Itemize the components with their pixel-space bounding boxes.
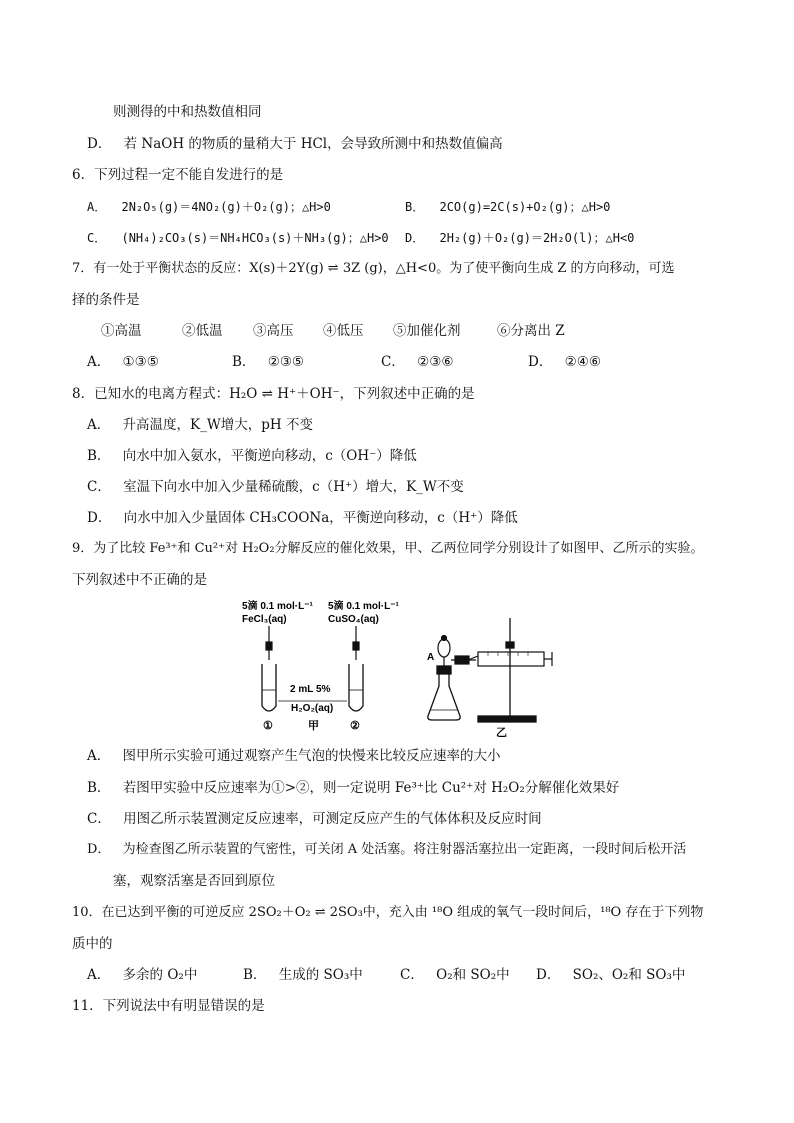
q7-option-d <box>528 353 601 371</box>
q7-condition: ④低压 <box>323 323 364 339</box>
tube-1-label: ① <box>263 720 273 732</box>
q9-option-d-continuation: 塞，观察活塞是否回到原位 <box>113 873 275 889</box>
option-text: 若 NaOH 的物质的量稍大于 HCl，会导致所测中和热数值偏高 <box>123 136 503 152</box>
valve-a-label: A <box>427 652 435 663</box>
iron-stand-icon <box>478 618 536 722</box>
option-letter: D． <box>87 136 112 152</box>
q7-condition: ⑥分离出 Z <box>497 323 565 339</box>
q5-continuation: 则测得的中和热数值相同 <box>113 104 262 120</box>
q7-option-c <box>381 353 453 371</box>
option-text: ②③⑤ <box>267 354 305 370</box>
q6-option-d <box>405 229 634 247</box>
conical-flask-icon <box>428 666 460 720</box>
test-tube-icon <box>262 664 276 711</box>
option-letter: A． <box>87 748 111 764</box>
q7-stem-line2: 择的条件是 <box>72 292 140 308</box>
separatory-funnel-icon <box>438 636 450 669</box>
option-letter: B． <box>232 354 256 370</box>
q8-option-b <box>87 447 417 465</box>
option-letter: B． <box>243 967 267 983</box>
option-letter: D． <box>536 967 561 983</box>
q7-condition: ⑤加催化剂 <box>393 323 461 339</box>
figure-jia-label: 甲 <box>308 720 319 732</box>
q9-stem-line2: 下列叙述中不正确的是 <box>72 572 207 588</box>
q8-option-d <box>87 509 518 527</box>
option-letter: A． <box>87 200 107 214</box>
option-text: 多余的 O₂中 <box>122 967 198 983</box>
q6-option-c <box>87 229 389 247</box>
option-text: 2H₂(g)＋O₂(g)＝2H₂O(l)；△H<0 <box>439 231 635 245</box>
option-letter: C． <box>87 231 107 245</box>
option-text: 为检查图乙所示装置的气密性，可关闭 A 处活塞。将注射器活塞拉出一定距离，一段时间后松开活 <box>122 842 687 857</box>
q6-option-a <box>87 198 331 216</box>
q6-option-b <box>405 198 610 216</box>
option-text: 用图乙所示装置测定反应速率，可测定反应产生的气体体积及反应时间 <box>123 811 542 827</box>
q11-stem: 11．下列说法中有明显错误的是 <box>72 998 265 1014</box>
option-text: 若图甲实验中反应速率为①>②，则一定说明 Fe³⁺比 Cu²⁺对 H₂O₂分解催化效果好 <box>122 780 620 796</box>
option-letter: D． <box>528 354 553 370</box>
q7-condition: ②低温 <box>182 323 223 339</box>
option-text: 图甲所示实验可通过观察产生气泡的快慢来比较反应速率的大小 <box>122 748 501 764</box>
option-text: 室温下向水中加入少量稀硫酸，c（H⁺）增大，K_W不变 <box>123 479 464 495</box>
option-letter: A． <box>87 354 111 370</box>
q8-stem: 8．已知水的电离方程式：H₂O ⇌ H⁺＋OH⁻，下列叙述中正确的是 <box>72 386 475 402</box>
q9-option-b <box>87 779 619 797</box>
q10-option-c <box>400 966 510 984</box>
tube-2-label: ② <box>350 720 360 732</box>
option-letter: C． <box>400 967 424 983</box>
option-text: 向水中加入少量固体 CH₃COONa，平衡逆向移动，c（H⁺）降低 <box>123 510 518 526</box>
option-text: 升高温度，K_W增大，pH 不变 <box>122 417 313 433</box>
option-text: 2N₂O₅(g)＝4NO₂(g)＋O₂(g)；△H>0 <box>121 200 331 214</box>
syringe-icon <box>451 652 552 666</box>
solution-label-2: H₂O₂(aq) <box>291 703 334 714</box>
left-reagent-label-2: FeCl₃(aq) <box>242 614 287 625</box>
option-text: O₂和 SO₂中 <box>436 967 510 983</box>
test-tube-icon <box>349 664 363 711</box>
option-text: SO₂、O₂和 SO₃中 <box>572 967 686 983</box>
right-reagent-label-1: 5滴 0.1 mol·L⁻¹ <box>328 601 399 612</box>
option-text: 向水中加入氨水，平衡逆向移动，c（OH⁻）降低 <box>122 448 417 464</box>
q9-option-d <box>87 841 686 859</box>
q9-option-c <box>87 810 542 828</box>
q8-option-c <box>87 478 464 496</box>
option-letter: C． <box>87 811 111 827</box>
option-text: (NH₄)₂CO₃(s)＝NH₄HCO₃(s)＋NH₃(g)；△H>0 <box>121 231 389 245</box>
q9-option-a <box>87 747 501 765</box>
option-letter: B． <box>87 448 111 464</box>
q10-option-d <box>536 966 685 984</box>
q7-stem-line1: 7．有一处于平衡状态的反应：X(s)＋2Y(g) ⇌ 3Z (g)，△H<0。为了使平衡向生成 Z 的方向移动，可选 <box>72 261 675 276</box>
q9-figure <box>238 598 556 738</box>
dropper-icon <box>353 626 359 660</box>
right-reagent-label-2: CuSO₄(aq) <box>328 614 379 625</box>
q10-option-b <box>243 966 363 984</box>
option-letter: C． <box>381 354 405 370</box>
option-text: 生成的 SO₃中 <box>278 967 363 983</box>
option-letter: B． <box>87 780 111 796</box>
figure-yi-label: 乙 <box>496 727 507 738</box>
q7-condition: ①高温 <box>101 323 142 339</box>
option-letter: B． <box>405 200 425 214</box>
dropper-icon <box>266 626 272 660</box>
q8-option-a <box>87 416 313 434</box>
q7-condition: ③高压 <box>253 323 294 339</box>
solution-label-1: 2 mL 5% <box>290 684 331 695</box>
option-letter: C． <box>87 479 111 495</box>
q10-stem-line1: 10．在已达到平衡的可逆反应 2SO₂＋O₂ ⇌ 2SO₃中，充入由 ¹⁸O 组成的氧气一段时间后，¹⁸O 存在于下列物 <box>72 905 704 920</box>
left-reagent-label-1: 5滴 0.1 mol·L⁻¹ <box>242 601 313 612</box>
q6-stem: 6．下列过程一定不能自发进行的是 <box>72 167 284 183</box>
option-text: ②③⑥ <box>417 354 454 370</box>
q7-option-a <box>87 353 159 371</box>
option-letter: A． <box>87 417 111 433</box>
experiment-figure <box>238 598 556 738</box>
q7-option-b <box>232 353 304 371</box>
option-text: ②④⑥ <box>564 354 601 370</box>
option-letter: A． <box>87 967 111 983</box>
q10-stem-line2: 质中的 <box>72 936 113 952</box>
option-text: 2CO(g)=2C(s)+O₂(g)；△H>0 <box>439 200 611 214</box>
option-letter: D． <box>405 231 425 245</box>
option-text: ①③⑤ <box>122 354 159 370</box>
q5-option-d <box>87 135 503 153</box>
q10-option-a <box>87 966 197 984</box>
option-letter: D． <box>87 842 111 857</box>
option-letter: D． <box>87 510 112 526</box>
q9-stem-line1: 9．为了比较 Fe³⁺和 Cu²⁺对 H₂O₂分解反应的催化效果，甲、乙两位同学分别设计了如图甲、乙所示的实验。 <box>72 541 704 556</box>
